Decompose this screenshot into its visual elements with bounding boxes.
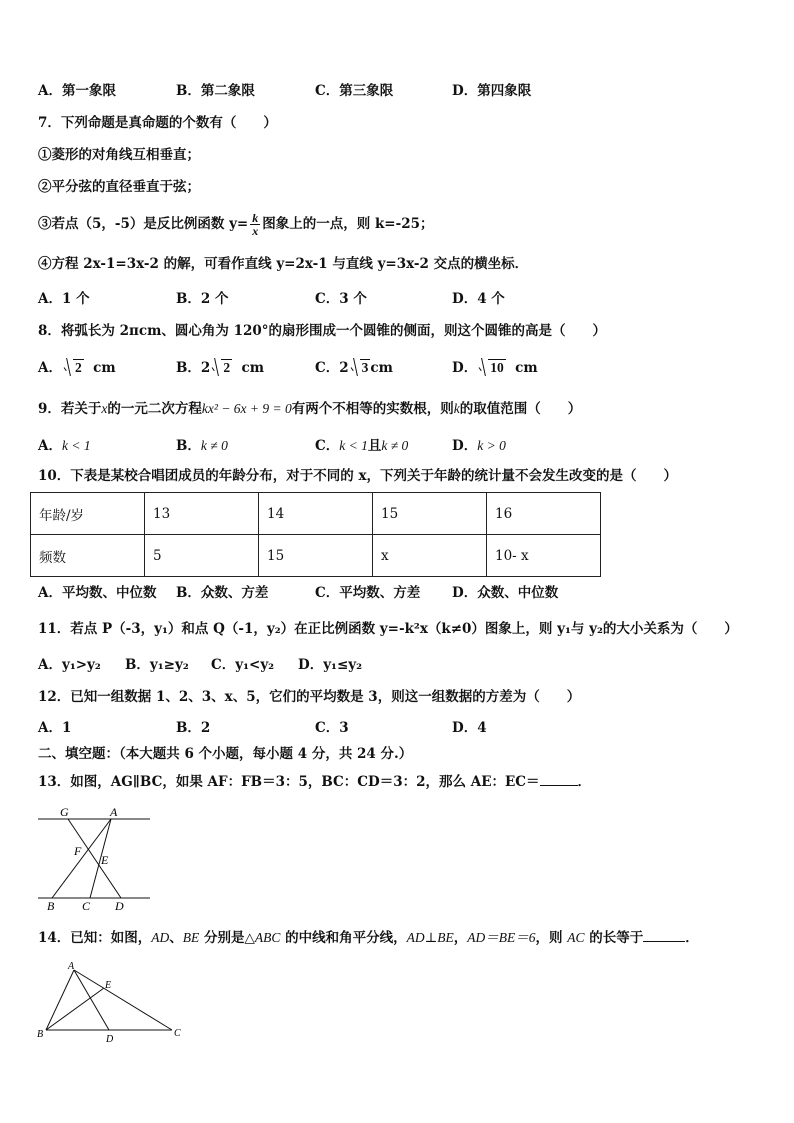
fraction-denominator: x bbox=[252, 224, 259, 238]
q12-option-a: A．1 bbox=[38, 720, 72, 736]
table-cell: 频数 bbox=[31, 535, 145, 577]
q9-c-label: C． bbox=[315, 438, 340, 454]
q9-b-label: B． bbox=[176, 438, 201, 454]
q12-stem: 12．已知一组数据 1、2、3、x、5，它们的平均数是 3，则这一组数据的方差为（ ） bbox=[38, 689, 581, 705]
label-d: D bbox=[106, 1034, 114, 1045]
q9-option-d bbox=[452, 437, 506, 455]
radicand: 2 bbox=[223, 360, 231, 375]
q7-statement-4: ④方程 2x-1=3x-2 的解，可看作直线 y=2x-1 与直线 y=3x-2 交点的横坐标． bbox=[38, 256, 529, 272]
label-c: C bbox=[82, 899, 91, 912]
q14-dot: ． bbox=[685, 930, 699, 946]
label-b: B bbox=[47, 899, 55, 912]
length-equation: AD＝BE＝6 bbox=[467, 930, 536, 945]
q11-option-c: C．y₁<y₂ bbox=[211, 657, 275, 673]
q7-option-b: B．2 个 bbox=[176, 291, 229, 307]
unit: cm bbox=[241, 360, 264, 376]
q11-stem: 11．若点 P（-3，y₁）和点 Q（-1，y₂）在正比例函数 y=-k²x（k≠0）图象上，则 y₁与 y₂的大小关系为（ ） bbox=[38, 621, 738, 637]
q9-d-label: D． bbox=[452, 438, 478, 454]
q7-statement-3 bbox=[38, 212, 434, 237]
q9-d-math: k > 0 bbox=[477, 438, 506, 453]
q8-a-label: A． bbox=[38, 360, 62, 376]
q14-sep: 、 bbox=[169, 930, 183, 946]
q8-option-d bbox=[452, 359, 538, 377]
q13-post: ． bbox=[577, 774, 592, 790]
radicand: 2 bbox=[74, 360, 82, 375]
q6-option-b: B．第二象限 bbox=[176, 83, 255, 99]
q12-option-c: C．3 bbox=[315, 720, 349, 736]
q8-b-label: B．2 bbox=[176, 360, 211, 376]
q9-c-math2: k ≠ 0 bbox=[381, 438, 409, 453]
q8-d-label: D． bbox=[452, 360, 478, 376]
table-cell: 15 bbox=[373, 493, 487, 535]
q7-option-d: D．4 个 bbox=[452, 291, 505, 307]
median-ad bbox=[74, 970, 112, 1030]
answer-blank[interactable] bbox=[540, 772, 578, 786]
table-cell: 15 bbox=[259, 535, 373, 577]
fraction-numerator: k bbox=[252, 211, 259, 225]
label-b: B bbox=[37, 1029, 44, 1040]
q10-option-c: C．平均数、方差 bbox=[315, 585, 421, 601]
q9-stem bbox=[38, 400, 581, 418]
q10-option-b: B．众数、方差 bbox=[176, 585, 269, 601]
q10-stem: 10．下表是某校合唱团成员的年龄分布，对于不同的 x，下列关于年龄的统计量不会发生改变的是（ ） bbox=[38, 468, 678, 484]
perp-relation: AD⊥BE bbox=[406, 930, 454, 945]
q13-pre: 13．如图，AG∥BC，如果 AF：FB＝3：5，BC：CD＝3：2，那么 AE：EC＝ bbox=[38, 774, 540, 790]
table-cell: 14 bbox=[259, 493, 373, 535]
q11-option-a: A．y₁>y₂ bbox=[38, 657, 101, 673]
var-x: x bbox=[101, 401, 108, 416]
radicand: 10 bbox=[490, 360, 504, 375]
q13-stem bbox=[38, 772, 591, 791]
side-ac bbox=[74, 970, 172, 1030]
label-e: E bbox=[105, 980, 112, 991]
q9-b-math: k ≠ 0 bbox=[200, 438, 228, 453]
table-row bbox=[31, 493, 601, 535]
q7-s3-post: 图象上的一点，则 k=-25； bbox=[262, 216, 434, 232]
q9-option-b bbox=[176, 437, 228, 455]
sqrt-symbol bbox=[64, 359, 84, 377]
q7-statement-1: ①菱形的对角线互相垂直； bbox=[38, 147, 200, 163]
q14-end: 的长等于 bbox=[584, 930, 644, 946]
seg-ad: AD bbox=[151, 930, 170, 945]
seg-be: BE bbox=[182, 930, 200, 945]
q14-stem bbox=[38, 928, 699, 947]
bisector-be bbox=[46, 988, 104, 1030]
side-ab bbox=[46, 970, 74, 1030]
sqrt-symbol bbox=[351, 359, 371, 377]
unit: cm bbox=[93, 360, 116, 376]
q9-c-and: 且 bbox=[367, 438, 382, 454]
q12-option-b: B．2 bbox=[176, 720, 211, 736]
fraction-k-over-x bbox=[250, 212, 260, 237]
sqrt-symbol bbox=[479, 359, 506, 377]
label-a: A bbox=[68, 961, 75, 972]
q12-option-d: D．4 bbox=[452, 720, 487, 736]
q14-mid2: 的中线和角平分线， bbox=[280, 930, 407, 946]
radicand: 3 bbox=[361, 360, 369, 375]
q13-figure bbox=[38, 804, 153, 912]
label-e: E bbox=[101, 853, 109, 867]
q9-post: 有两个不相等的实数根，则 bbox=[291, 401, 454, 417]
unit: cm bbox=[370, 360, 393, 376]
q7-option-a: A．1 个 bbox=[38, 291, 90, 307]
var-k: k bbox=[453, 401, 460, 416]
label-d: D bbox=[115, 899, 124, 912]
seg-ac: AC bbox=[567, 930, 585, 945]
table-cell: 13 bbox=[145, 493, 259, 535]
q9-option-c bbox=[315, 437, 408, 455]
q8-option-c bbox=[315, 359, 393, 377]
q9-mid: 的一元二次方程 bbox=[107, 401, 202, 417]
q7-stem: 7．下列命题是真命题的个数有（ ） bbox=[38, 115, 277, 131]
q11-option-b: B．y₁≥y₂ bbox=[125, 657, 189, 673]
label-g: G bbox=[60, 805, 69, 819]
q8-option-a bbox=[38, 359, 116, 377]
table-cell: x bbox=[373, 535, 487, 577]
q14-comma: ， bbox=[453, 930, 468, 946]
label-c: C bbox=[174, 1028, 181, 1039]
q10-option-d: D．众数、中位数 bbox=[452, 585, 559, 601]
q10-option-a: A．平均数、中位数 bbox=[38, 585, 157, 601]
q6-option-a: A．第一象限 bbox=[38, 83, 116, 99]
equation: kx² − 6x + 9 = 0 bbox=[201, 401, 292, 416]
q9-c-math1: k < 1 bbox=[339, 438, 368, 453]
q9-a-math: k < 1 bbox=[61, 438, 91, 453]
q14-pre: 14．已知：如图， bbox=[38, 930, 152, 946]
q8-option-b bbox=[176, 359, 264, 377]
q14-mid: 分别是△ bbox=[199, 930, 255, 946]
q7-s3-pre: ③若点（5，-5）是反比例函数 y= bbox=[38, 216, 249, 232]
q9-end: 的取值范围（ ） bbox=[459, 401, 582, 417]
q14-then: ，则 bbox=[535, 930, 568, 946]
table-cell: 年龄/岁 bbox=[31, 493, 145, 535]
label-a: A bbox=[110, 805, 118, 819]
table-cell: 10- x bbox=[487, 535, 601, 577]
q6-option-c: C．第三象限 bbox=[315, 83, 394, 99]
q9-a-label: A． bbox=[38, 438, 62, 454]
answer-blank[interactable] bbox=[643, 928, 685, 942]
q9-pre: 9．若关于 bbox=[38, 401, 102, 417]
table-cell: 5 bbox=[145, 535, 259, 577]
q7-statement-2: ②平分弦的直径垂直于弦； bbox=[38, 179, 200, 195]
q9-option-a bbox=[38, 437, 91, 455]
table-row bbox=[31, 535, 601, 577]
age-frequency-table bbox=[30, 492, 601, 577]
q7-option-c: C．3 个 bbox=[315, 291, 367, 307]
sqrt-symbol bbox=[212, 359, 232, 377]
q8-stem: 8．将弧长为 2πcm、圆心角为 120°的扇形围成一个圆锥的侧面，则这个圆锥的高是（ ） bbox=[38, 323, 607, 339]
section-heading: 二、填空题：（本大题共 6 个小题，每小题 4 分，共 24 分.） bbox=[38, 746, 413, 762]
q6-option-d: D．第四象限 bbox=[452, 83, 532, 99]
q8-c-label: C．2 bbox=[315, 360, 349, 376]
label-f: F bbox=[74, 844, 82, 858]
q14-figure bbox=[36, 960, 186, 1046]
triangle-abc: ABC bbox=[254, 930, 281, 945]
table-cell: 16 bbox=[487, 493, 601, 535]
unit: cm bbox=[515, 360, 538, 376]
line-gd bbox=[68, 819, 121, 898]
q11-option-d: D．y₁≤y₂ bbox=[298, 657, 363, 673]
